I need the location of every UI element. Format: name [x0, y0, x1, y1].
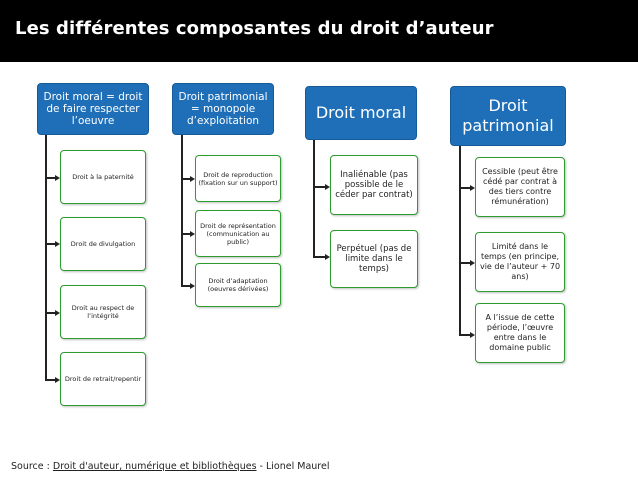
leaf-retrait-repentir: Droit de retrait/repentir [60, 352, 146, 406]
connector-branch [459, 187, 470, 189]
slide-title: Les différentes composantes du droit d’auteur [15, 18, 494, 39]
connector-trunk [181, 135, 183, 286]
head-label: Droit patrimonial = monopole d’exploitation [178, 91, 268, 127]
leaf-cessible: Cessible (peut être cédé par contrat à des tiers contre rémunération) [475, 157, 565, 217]
leaf-inalienable: Inaliénable (pas possible de le céder par contrat) [330, 155, 418, 215]
connector-branch [459, 334, 470, 336]
leaf-adaptation: Droit d’adaptation (oeuvres dérivées) [195, 263, 281, 307]
connector-trunk [459, 146, 461, 335]
connector-branch [181, 285, 190, 287]
leaf-respect-integrite: Droit au respect de l’intégrité [60, 285, 146, 339]
connector-trunk [313, 140, 315, 257]
head-droit-moral-definition [37, 83, 149, 135]
connector-branch [181, 178, 190, 180]
connector-branch [459, 262, 470, 264]
connector-trunk [45, 135, 47, 380]
source-link[interactable]: Droit d'auteur, numérique et bibliothèques [52, 461, 257, 472]
head-label: Droit moral [315, 103, 407, 122]
head-label: Droit patrimonial [462, 96, 554, 135]
connector-branch [313, 186, 325, 188]
connector-branch [45, 243, 55, 245]
leaf-reproduction: Droit de reproduction (fixation sur un support) [195, 155, 281, 202]
leaf-paternite: Droit à la paternité [60, 150, 146, 204]
head-label: Droit moral = droit de faire respecter l’oeuvre [43, 91, 143, 127]
leaf-representation: Droit de représentation (communication au public) [195, 210, 281, 257]
source-author: - Lionel Maurel [256, 461, 330, 472]
source-prefix: Source : [11, 461, 53, 472]
title-bar [0, 0, 638, 62]
connector-branch [45, 177, 55, 179]
connector-branch [45, 312, 55, 314]
leaf-domaine-public: A l’issue de cette période, l’œuvre entre dans le domaine public [475, 303, 565, 363]
connector-branch [45, 379, 55, 381]
head-droit-moral [305, 86, 417, 140]
head-droit-patrimonial-definition [172, 83, 274, 135]
connector-branch [313, 256, 325, 258]
head-droit-patrimonial [450, 86, 566, 146]
source-citation [11, 461, 330, 472]
connector-branch [181, 233, 190, 235]
leaf-divulgation: Droit de divulgation [60, 217, 146, 271]
leaf-perpetuel: Perpétuel (pas de limite dans le temps) [330, 230, 418, 288]
leaf-limite-temps: Limité dans le temps (en principe, vie de l’auteur + 70 ans) [475, 232, 565, 292]
